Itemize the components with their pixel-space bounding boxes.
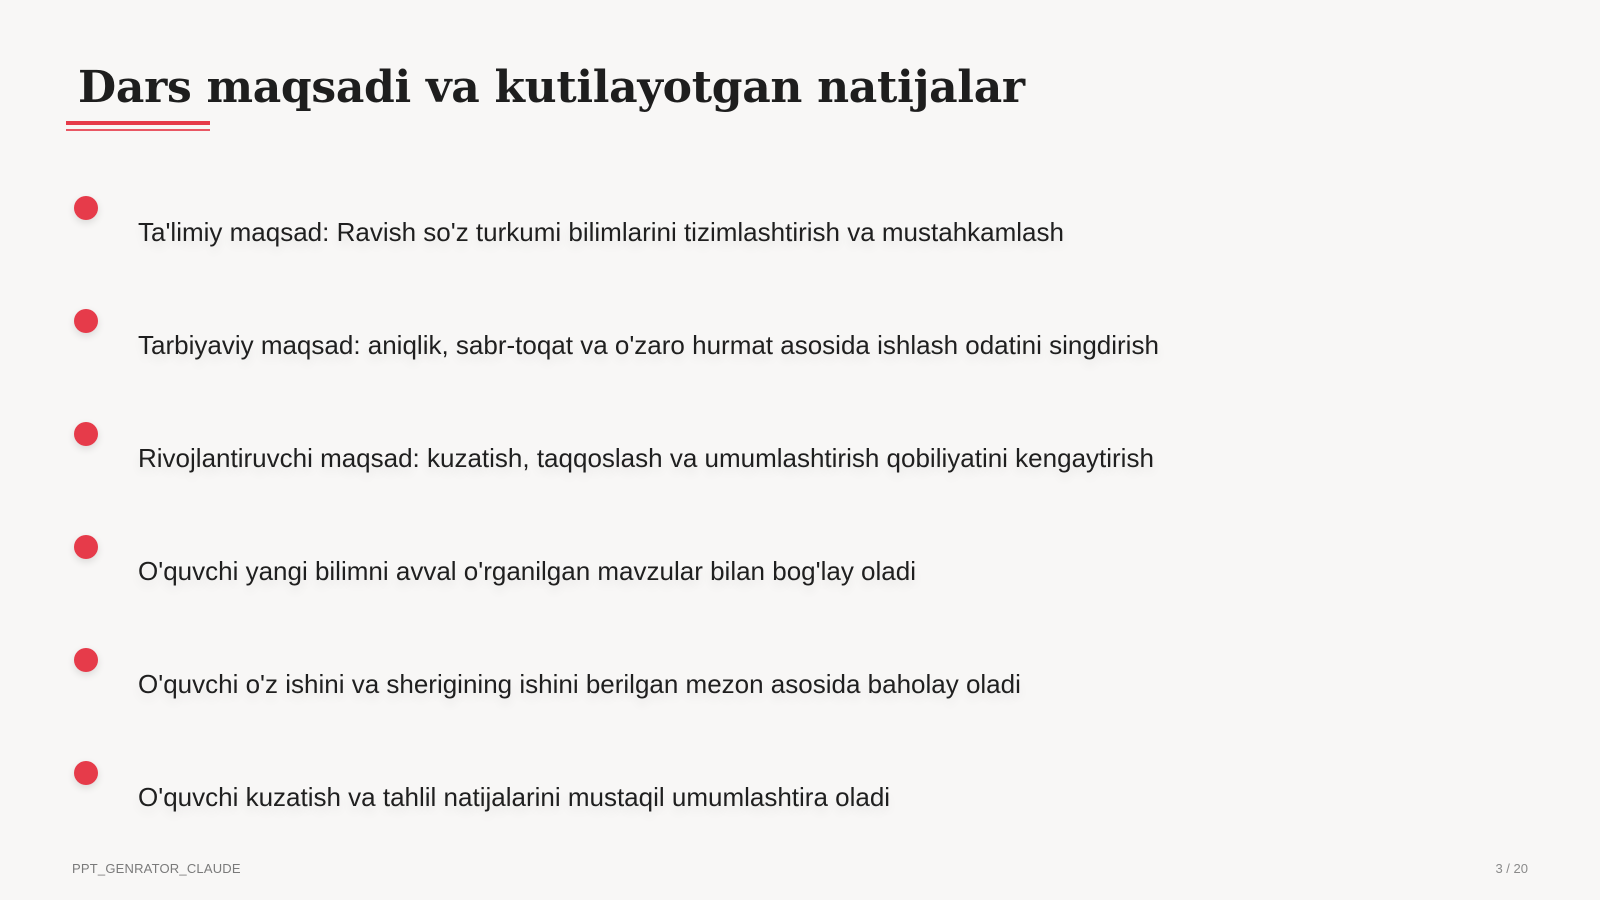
- bullet-dot-icon: [74, 309, 98, 333]
- bullet-dot-icon: [74, 648, 98, 672]
- list-item: [0, 196, 1600, 308]
- bullet-text: Rivojlantiruvchi maqsad: kuzatish, taqqoslash va umumlashtirish qobiliyatini kengaytirish: [138, 443, 1154, 473]
- list-item: [0, 422, 1600, 534]
- bullet-dot-icon: [74, 422, 98, 446]
- page-indicator: 3 / 20: [1495, 861, 1528, 876]
- bullet-dot-icon: [74, 761, 98, 785]
- slide-title: Dars maqsadi va kutilayotgan natijalar: [78, 62, 1025, 113]
- footer-source-label: PPT_GENRATOR_CLAUDE: [72, 861, 241, 876]
- bullet-dot-icon: [74, 535, 98, 559]
- bullet-dot-icon: [74, 196, 98, 220]
- bullet-text: O'quvchi o'z ishini va sherigining ishini berilgan mezon asosida baholay oladi: [138, 669, 1021, 699]
- list-item: [0, 648, 1600, 760]
- bullet-text: Ta'limiy maqsad: Ravish so'z turkumi bilimlarini tizimlashtirish va mustahkamlash: [138, 217, 1064, 247]
- list-item: [0, 309, 1600, 421]
- list-item: [0, 761, 1600, 873]
- bullet-text: O'quvchi yangi bilimni avval o'rganilgan mavzular bilan bog'lay oladi: [138, 556, 916, 586]
- bullet-text: O'quvchi kuzatish va tahlil natijalarini mustaqil umumlashtira oladi: [138, 782, 891, 812]
- list-item: [0, 535, 1600, 647]
- bullet-text: Tarbiyaviy maqsad: aniqlik, sabr-toqat va o'zaro hurmat asosida ishlash odatini singdirish: [138, 330, 1159, 360]
